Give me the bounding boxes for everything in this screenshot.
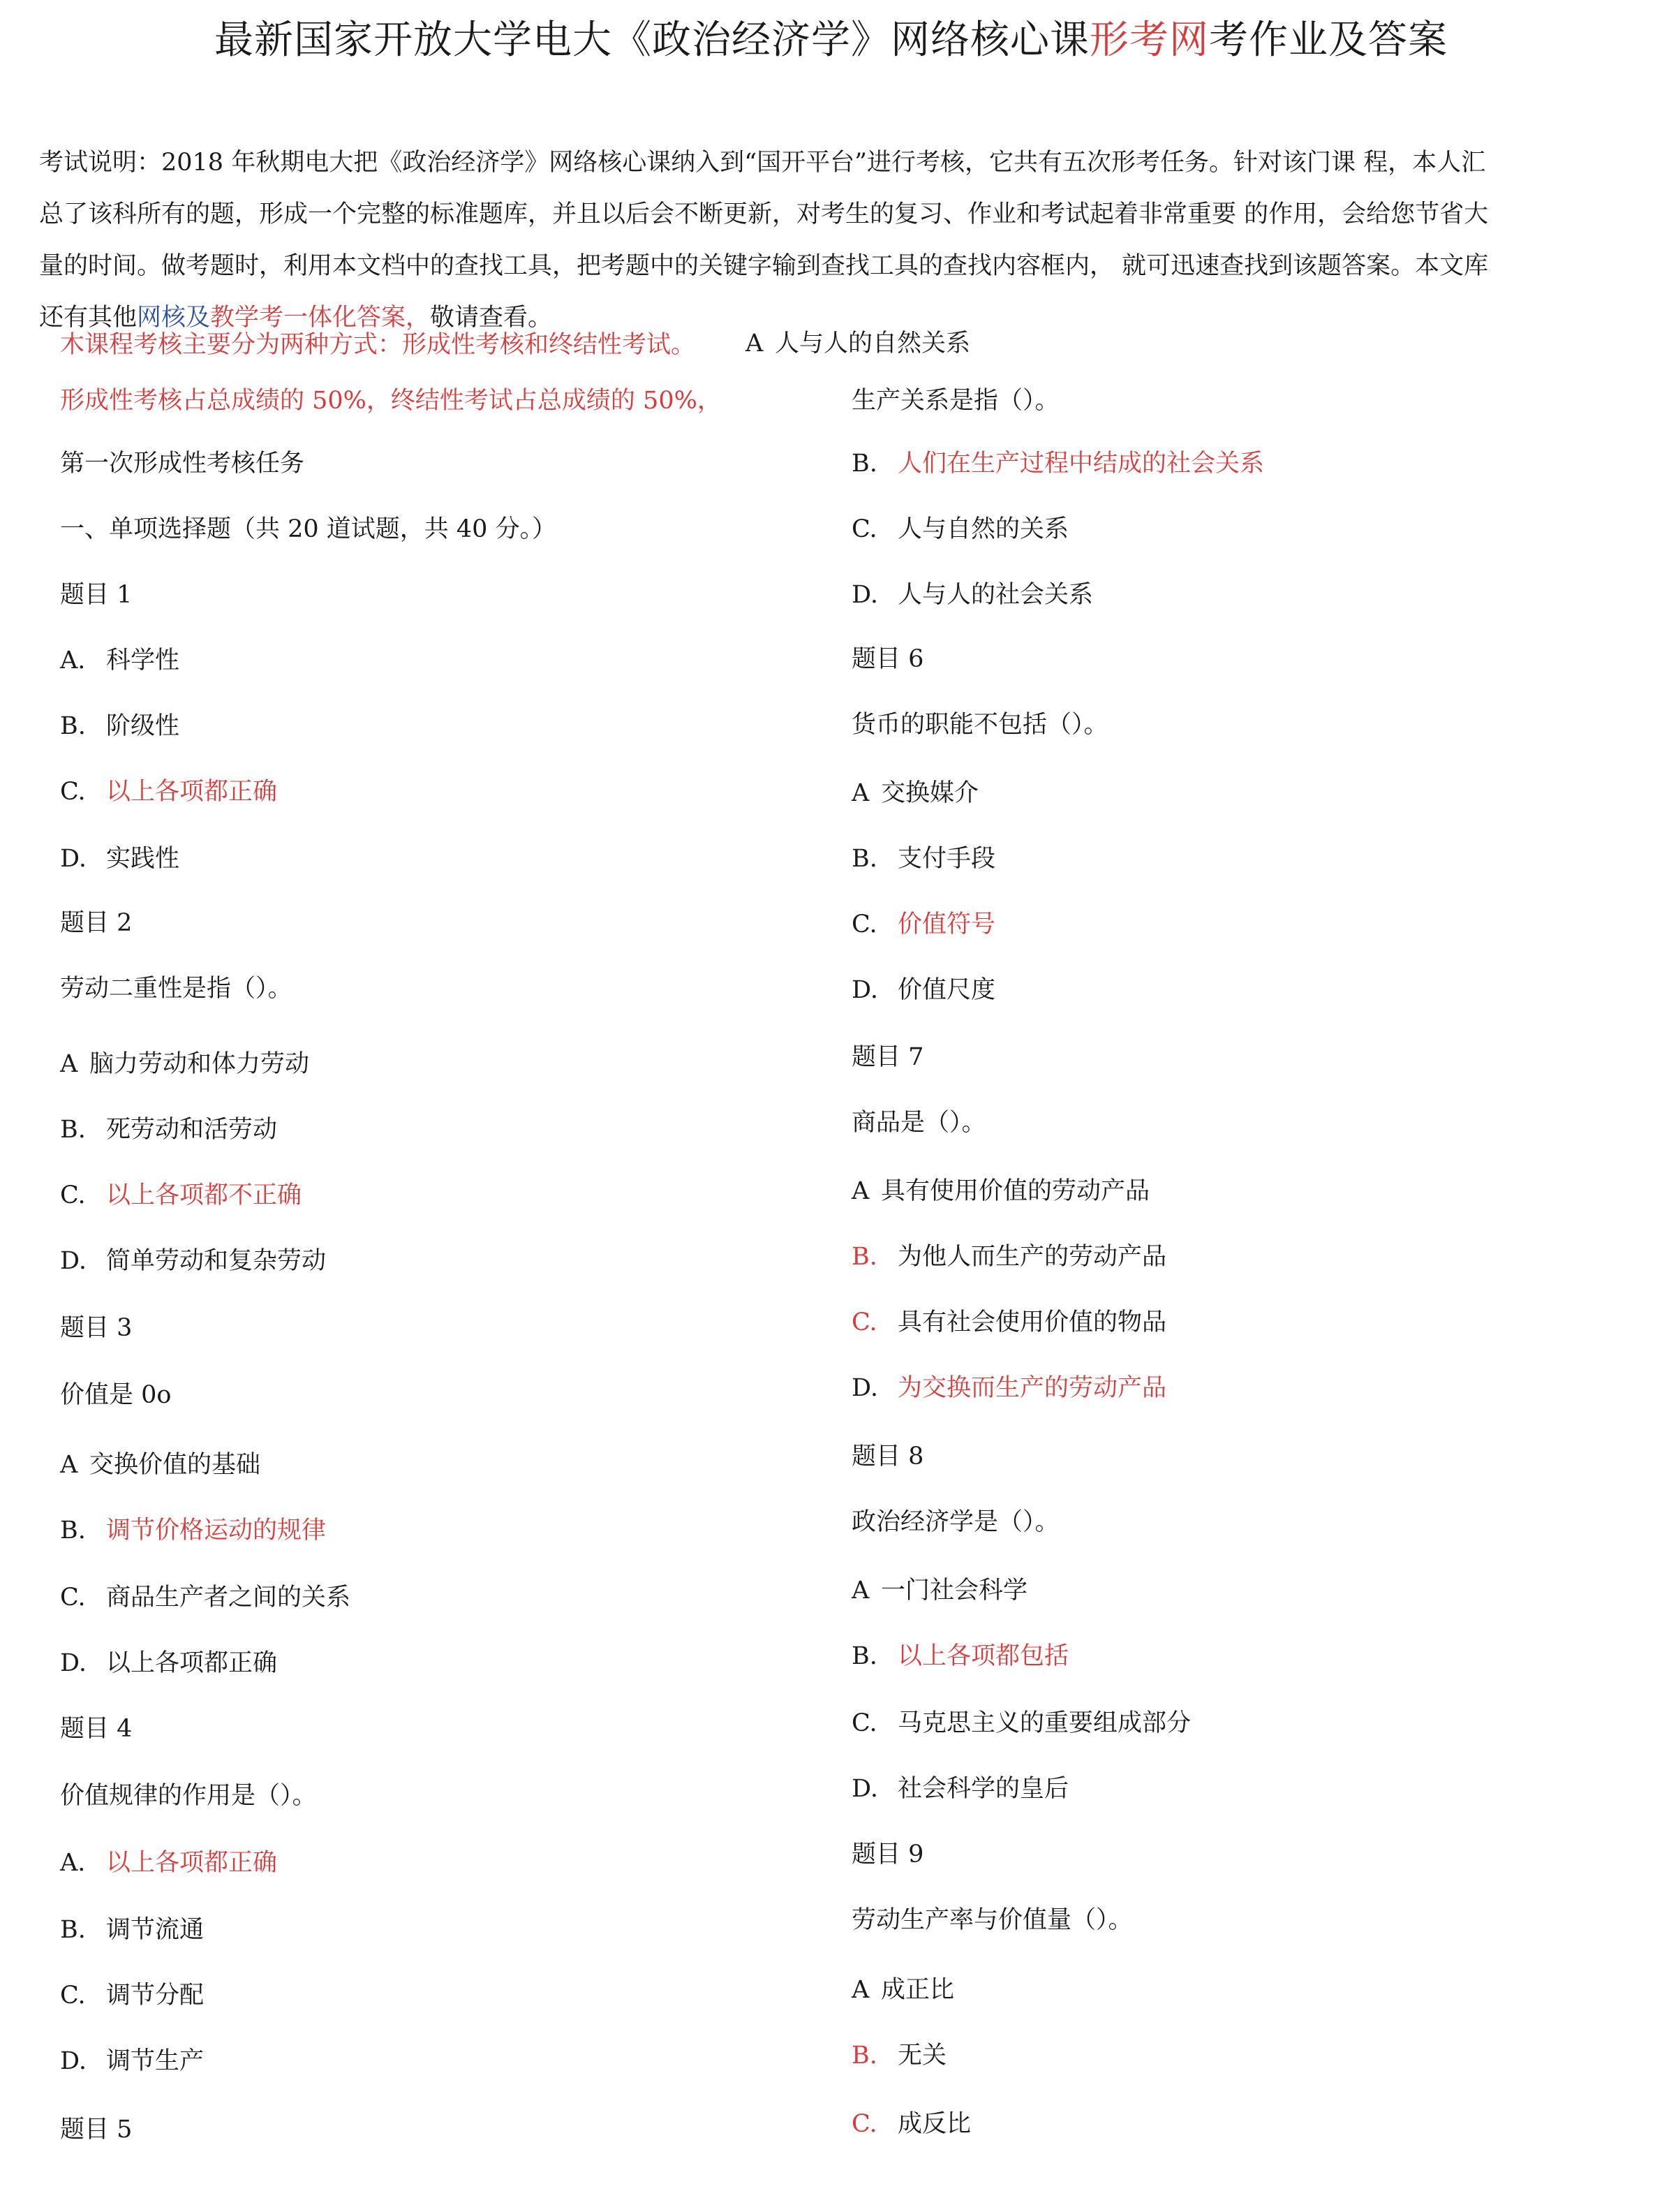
option-text: 一门社会科学 [881, 1577, 1028, 1605]
answer-option [60, 1514, 326, 1547]
option-text: 人们在生产过程中结成的社会关系 [898, 450, 1265, 478]
option-letter: A [852, 1976, 870, 2004]
answer-option [852, 1772, 1069, 1806]
option-letter: B. [852, 845, 877, 873]
option-text: 社会科学的皇后 [898, 1775, 1069, 1803]
answer-option [852, 2107, 971, 2141]
answer-option [852, 1574, 1027, 1607]
option-letter: D. [60, 845, 87, 873]
answer-option [852, 776, 979, 810]
question-line [852, 642, 923, 676]
question-line [852, 1838, 923, 1871]
intro-text: 量的时间。做考题时，利用本文档中的查找工具，把考题中的关键字输到查找工具的查找内容框内， 就可迅速查找到该题答案。本文库 [39, 252, 1489, 280]
option-text: 成正比 [881, 1976, 955, 2004]
line-text: 商品是（）。 [852, 1109, 986, 1137]
intro-link-text: 网核及 [137, 304, 211, 332]
answer-option [852, 973, 995, 1007]
answer-option [852, 1174, 1150, 1208]
option-text: 马克思主义的重要组成部分 [898, 1709, 1192, 1737]
line-text: 价值规律的作用是（）。 [60, 1782, 317, 1810]
answer-option [60, 1448, 260, 1482]
answer-option [60, 775, 277, 809]
option-letter: B. [852, 1642, 877, 1670]
option-letter: C. [60, 1181, 86, 1209]
option-text: 以上各项都正确 [106, 1649, 278, 1677]
option-letter: B. [60, 1916, 86, 1944]
line-text: 劳动二重性是指（）。 [60, 975, 292, 1003]
answer-option [852, 1306, 1166, 1339]
line-text: 价值是 0o [60, 1381, 172, 1409]
answer-option [60, 1179, 302, 1212]
question-line [852, 384, 1060, 418]
answer-option [60, 1979, 204, 2012]
question-line [60, 972, 292, 1005]
option-letter: D. [852, 1775, 878, 1803]
option-text: 成反比 [898, 2110, 972, 2138]
option-letter: B. [60, 712, 86, 740]
line-text: 题目 1 [60, 581, 133, 609]
line-text: 形成性考核占总成绩的 50%，终结性考试占总成绩的 50%， [60, 387, 722, 415]
question-line [60, 578, 132, 612]
option-letter: C. [852, 2110, 877, 2138]
option-letter: A [60, 1451, 78, 1479]
line-text: 题目 4 [60, 1715, 133, 1743]
question-line [852, 1440, 923, 1473]
answer-option [60, 1047, 309, 1081]
answer-option [60, 1646, 277, 1680]
option-text: 以上各项都包括 [898, 1642, 1069, 1670]
option-letter: B. [60, 1116, 86, 1144]
answer-option [852, 447, 1264, 480]
question-line [60, 906, 132, 940]
answer-option [852, 513, 1069, 546]
option-letter: A. [60, 1849, 86, 1877]
option-letter: D. [852, 976, 878, 1004]
option-letter: C. [60, 778, 86, 806]
option-letter: A [852, 1177, 870, 1205]
option-letter: D. [60, 2047, 87, 2075]
question-line [852, 1106, 986, 1140]
answer-option [60, 1913, 204, 1947]
option-text: 为交换而生产的劳动产品 [898, 1374, 1167, 1402]
answer-option [60, 2044, 204, 2078]
question-line [60, 328, 695, 362]
intro-line [39, 189, 1624, 240]
answer-option [852, 1240, 1166, 1274]
option-letter: D. [852, 1374, 878, 1402]
line-text: 劳动生产率与价值量（）。 [852, 1906, 1133, 1934]
answer-option [60, 709, 179, 743]
answer-option [852, 1371, 1166, 1405]
option-text: 人与人的社会关系 [898, 581, 1094, 609]
question-line [60, 2113, 132, 2146]
intro-line [39, 240, 1624, 292]
question-line [60, 384, 722, 418]
answer-option [60, 1581, 350, 1614]
answer-option [852, 908, 995, 941]
option-letter: C. [852, 1308, 877, 1336]
answer-option [60, 1113, 277, 1146]
option-letter: A [852, 779, 870, 807]
option-text: 实践性 [106, 845, 180, 873]
line-text: 题目 7 [852, 1043, 924, 1071]
option-letter: D. [60, 1649, 87, 1677]
line-text: 题目 8 [852, 1443, 924, 1470]
option-text: 交换媒介 [881, 779, 979, 807]
question-line [852, 1505, 1060, 1539]
page-title [0, 15, 1662, 66]
title-part-1: 最新国家开放大学电大《政治经济学》网络核心课 [214, 17, 1090, 63]
line-text: 货币的职能不包括（）。 [852, 711, 1108, 739]
exam-instructions [39, 137, 1624, 344]
option-letter: D. [60, 1247, 87, 1275]
line-text: 题目 6 [852, 645, 924, 673]
option-text: 阶级性 [106, 712, 180, 740]
option-text: 无关 [898, 2042, 947, 2070]
line-text: 题目 5 [60, 2116, 133, 2144]
answer-option [852, 1706, 1191, 1740]
option-letter: B. [60, 1517, 86, 1544]
option-text: 具有社会使用价值的物品 [898, 1308, 1167, 1336]
option-text: 调节生产 [106, 2047, 205, 2075]
option-letter: C. [852, 515, 877, 543]
option-letter: C. [852, 1709, 877, 1737]
answer-option [852, 1639, 1069, 1673]
option-letter: A [60, 1050, 78, 1078]
answer-option [745, 327, 970, 360]
intro-line [39, 137, 1624, 189]
answer-option [852, 578, 1093, 612]
option-text: 以上各项都正确 [106, 778, 278, 806]
option-text: 科学性 [106, 647, 180, 674]
option-text: 调节流通 [106, 1916, 205, 1944]
answer-option [852, 842, 995, 876]
answer-option [60, 1846, 277, 1880]
option-text: 人与人的自然关系 [775, 330, 971, 357]
line-text: 生产关系是指（）。 [852, 387, 1060, 415]
option-text: 商品生产者之间的关系 [106, 1584, 351, 1612]
option-text: 死劳动和活劳动 [106, 1116, 278, 1144]
intro-text: 考试说明：2018 年秋期电大把《政治经济学》网络核心课纳入到“国开平台”进行考核，它共有五次形考任务。针对该门课 程，本人汇 [39, 149, 1486, 177]
option-text: 简单劳动和复杂劳动 [106, 1247, 327, 1275]
option-text: 调节价格运动的规律 [106, 1517, 327, 1544]
question-line [60, 1779, 317, 1813]
option-text: 脑力劳动和体力劳动 [89, 1050, 310, 1078]
option-letter: C. [60, 1584, 86, 1612]
question-line [60, 447, 304, 480]
question-line [60, 1712, 132, 1746]
answer-option [60, 644, 179, 677]
option-text: 以上各项都正确 [106, 1849, 278, 1877]
title-part-3: 考作业及答案 [1209, 17, 1448, 63]
option-text: 调节分配 [106, 1982, 205, 2010]
answer-option [60, 1244, 326, 1278]
intro-text: 还有其他 [39, 304, 138, 332]
intro-highlight-text: 教学考一体化答案， [210, 304, 431, 332]
question-line [60, 513, 556, 546]
title-part-2: 形考网 [1090, 17, 1209, 63]
question-line [60, 1311, 132, 1345]
question-line [852, 708, 1108, 742]
option-letter: A. [60, 647, 86, 674]
option-text: 交换价值的基础 [89, 1451, 261, 1479]
option-text: 支付手段 [898, 845, 996, 873]
line-text: 题目 3 [60, 1314, 133, 1342]
option-text: 价值符号 [898, 910, 996, 938]
line-text: 题目 2 [60, 909, 133, 937]
option-text: 人与自然的关系 [898, 515, 1069, 543]
intro-text: 敬请查看。 [430, 304, 553, 332]
option-letter: B. [852, 2042, 877, 2070]
option-letter: B. [852, 1243, 877, 1271]
question-line [60, 1378, 171, 1412]
line-text: 一、单项选择题（共 20 道试题，共 40 分。） [60, 515, 557, 543]
option-letter: A [745, 330, 764, 357]
answer-option [852, 1973, 954, 2007]
question-line [852, 1040, 923, 1074]
line-text: 政治经济学是（）。 [852, 1508, 1060, 1536]
option-text: 具有使用价值的劳动产品 [881, 1177, 1150, 1205]
option-letter: A [852, 1577, 870, 1605]
answer-option [852, 2039, 947, 2072]
answer-option [60, 842, 179, 876]
option-letter: D. [852, 581, 878, 609]
option-text: 以上各项都不正确 [106, 1181, 302, 1209]
option-letter: B. [852, 450, 877, 478]
line-text: 木课程考核主要分为两种方式：形成性考核和终结性考试。 [60, 331, 696, 359]
option-text: 为他人而生产的劳动产品 [898, 1243, 1167, 1271]
line-text: 题目 9 [852, 1841, 924, 1868]
option-text: 价值尺度 [898, 976, 996, 1004]
intro-text: 总了该科所有的题，形成一个完整的标准题库，并且以后会不断更新，对考生的复习、作业和考试起着非常重要 的作用，会给您节省大 [39, 200, 1489, 228]
line-text: 第一次形成性考核任务 [60, 450, 305, 478]
option-letter: C. [852, 910, 877, 938]
question-line [852, 1903, 1133, 1937]
option-letter: C. [60, 1982, 86, 2010]
